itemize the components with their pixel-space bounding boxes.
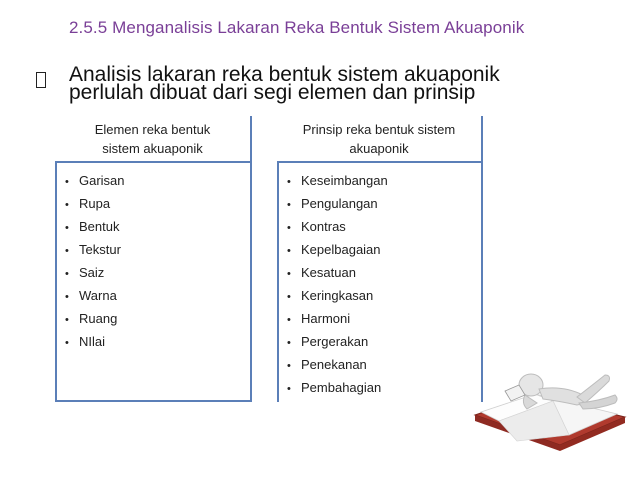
figure-reading-book-icon [465, 345, 630, 465]
elements-header-line-1: Elemen reka bentuk [94, 122, 211, 137]
principles-header-line-1: Prinsip reka bentuk sistem [302, 122, 456, 137]
principles-column-header [277, 116, 483, 163]
list-item: • Tekstur [65, 238, 250, 261]
principles-list [279, 163, 481, 399]
bullet-icon: • [65, 245, 69, 257]
list-item: • Pengulangan [287, 192, 481, 215]
lead-text [69, 63, 569, 104]
list-item: • Warna [65, 284, 250, 307]
slide-title: 2.5.5 Menganalisis Lakaran Reka Bentuk Sistem Akuaponik [69, 18, 525, 37]
list-item: • Pergerakan [287, 330, 481, 353]
list-item: • Saiz [65, 261, 250, 284]
elements-list [57, 163, 250, 353]
bullet-icon: • [65, 199, 69, 211]
list-item: • Kepelbagaian [287, 238, 481, 261]
bullet-icon: • [287, 314, 291, 326]
list-item: • Keringkasan [287, 284, 481, 307]
bullet-icon: • [287, 268, 291, 280]
bullet-icon: • [287, 199, 291, 211]
principles-column [277, 116, 483, 402]
bullet-icon: • [65, 176, 69, 188]
bullet-icon: • [287, 245, 291, 257]
list-item: • Kesatuan [287, 261, 481, 284]
box-bullet-icon [36, 72, 46, 88]
principles-header-line-2: akuaponik [349, 141, 409, 156]
list-item: • Rupa [65, 192, 250, 215]
principles-column-body [277, 163, 483, 402]
bullet-icon: • [287, 222, 291, 234]
bullet-icon: • [65, 291, 69, 303]
bullet-icon: • [287, 291, 291, 303]
lead-line-1: Analisis lakaran reka bentuk sistem akuaponik [69, 63, 500, 86]
bullet-icon: • [287, 360, 291, 372]
list-item: • Bentuk [65, 215, 250, 238]
list-item: • Penekanan [287, 353, 481, 376]
lead-line-2: perlulah dibuat dari segi elemen dan prinsip [69, 81, 476, 104]
bullet-icon: • [287, 337, 291, 349]
list-item: • Ruang [65, 307, 250, 330]
elements-header-line-2: sistem akuaponik [102, 141, 203, 156]
bullet-icon: • [287, 176, 291, 188]
bullet-icon: • [65, 222, 69, 234]
bullet-icon: • [65, 268, 69, 280]
list-item: • Garisan [65, 169, 250, 192]
elements-column-body [55, 163, 252, 402]
elements-column [55, 116, 252, 402]
list-item: • Pembahagian [287, 376, 481, 399]
list-item: • Kontras [287, 215, 481, 238]
list-item: • Harmoni [287, 307, 481, 330]
bullet-icon: • [287, 383, 291, 395]
list-item: • Keseimbangan [287, 169, 481, 192]
bullet-icon: • [65, 337, 69, 349]
bullet-icon: • [65, 314, 69, 326]
list-item: • NIlai [65, 330, 250, 353]
elements-column-header [55, 116, 252, 163]
